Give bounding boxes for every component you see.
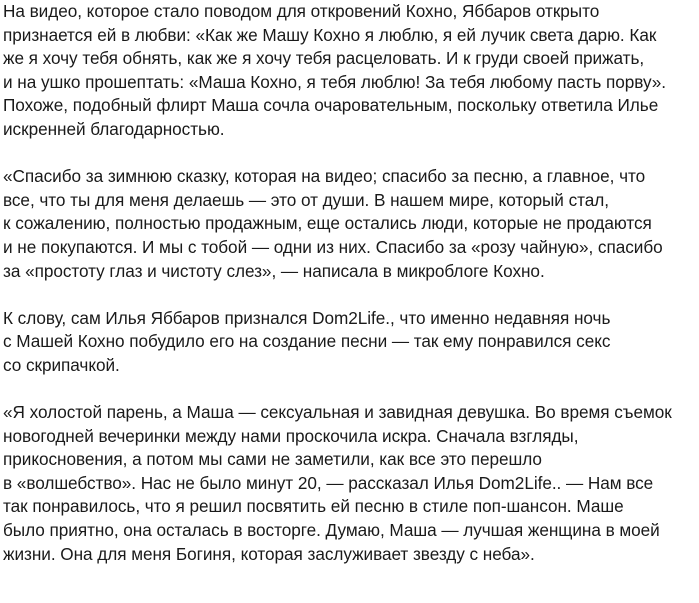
text-line: с Машей Кохно побудило его на создание песни — так ему понравился секс: [3, 331, 611, 352]
text-line: прикосновения, а потом мы сами не заметили, как все это перешло: [3, 449, 542, 470]
text-line: со скрипачкой.: [3, 354, 120, 375]
text-line: На видео, которое стало поводом для откровений Кохно, Яббаров открыто: [3, 1, 600, 21]
paragraph-kokhno-quote: [3, 165, 696, 283]
text-line: все, что ты для меня делаешь — это от души. В нашем мире, который стал,: [3, 189, 609, 210]
paragraph-video-confession: [3, 0, 696, 142]
paragraph-yabbarov-quote: [3, 401, 696, 566]
text-line: же я хочу тебя обнять, как же я хочу тебя расцеловать. И к груди своей прижать,: [3, 48, 645, 69]
text-line: жизни. Она для меня Богиня, которая заслуживает звезду с неба».: [3, 543, 535, 564]
text-line: и не покупаются. И мы с тобой — одни из них. Спасибо за «розу чайную», спасибо: [3, 236, 663, 257]
text-line: искренней благодарностью.: [3, 118, 225, 139]
text-line: и на ушко прошептать: «Маша Кохно, я тебя люблю! За тебя любому пасть порву».: [3, 71, 666, 92]
text-line: новогодней вечеринки между нами проскочила искра. Сначала взгляды,: [3, 425, 579, 446]
text-line: в «волшебство». Нас не было минут 20, — рассказал Илья Dom2Life.. — Нам все: [3, 472, 654, 493]
text-line: «Спасибо за зимнюю сказку, которая на видео; спасибо за песню, а главное, что: [3, 166, 646, 187]
text-line: Похоже, подобный флирт Маша сочла очаровательным, поскольку ответила Илье: [3, 95, 659, 116]
text-line: «Я холостой парень, а Маша — сексуальная и завидная девушка. Во время съемок: [3, 402, 672, 423]
text-line: было приятно, она осталась в восторге. Думаю, Маша — лучшая женщина в моей: [3, 520, 660, 541]
paragraph-yabbarov-admission: [3, 307, 696, 378]
text-line: признается ей в любви: «Как же Машу Кохно я люблю, я ей лучик света дарю. Как: [3, 24, 657, 45]
text-line: к сожалению, полностью продажным, еще остались люди, которые не продаются: [3, 213, 652, 234]
text-line: за «простоту глаз и чистоту слез», — написала в микроблоге Кохно.: [3, 260, 545, 281]
text-line: К слову, сам Илья Яббаров признался Dom2Life., что именно недавняя ночь: [3, 307, 611, 328]
text-line: так понравилось, что я решил посвятить ей песню в стиле поп-шансон. Маше: [3, 496, 624, 517]
